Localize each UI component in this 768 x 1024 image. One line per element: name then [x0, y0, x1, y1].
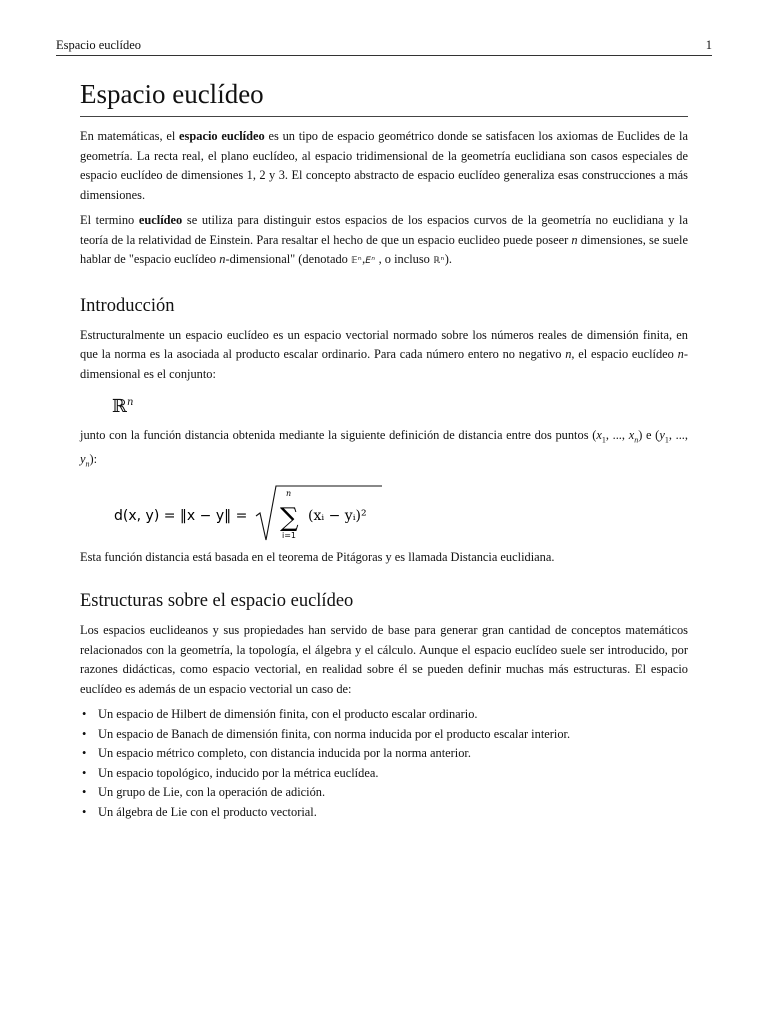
math-symbol-rn: ℝⁿ — [432, 256, 445, 266]
list-item: • Un grupo de Lie, con la operación de adición. — [80, 783, 688, 803]
running-header — [56, 38, 712, 56]
sum-upper-limit: n — [286, 488, 292, 498]
formula-lhs: d(x, y) = ‖x − y‖ = — [114, 507, 248, 524]
list-item: • Un espacio topológico, inducido por la métrica euclídea. — [80, 764, 688, 784]
sum-lower-limit: i=1 — [282, 530, 297, 540]
list-item: • Un espacio métrico completo, con distancia inducida por la norma anterior. — [80, 744, 688, 764]
list-item: • Un espacio de Banach de dimensión finita, con norma inducida por el producto escalar interior. — [80, 725, 688, 745]
distance-formula — [110, 480, 688, 544]
list-item: • Un espacio de Hilbert de dimensión finita, con el producto escalar ordinario. — [80, 705, 688, 725]
formula-summand: (xᵢ − yᵢ)² — [308, 507, 367, 524]
introduccion-paragraph-1: Estructuralmente un espacio euclídeo es un espacio vectorial normado sobre los números reales de dimensión finita, en que la norma es la asociada al producto escalar ordinario. Para cada número entero no negativo n, el espacio euclídeo n-dimensional es el conjunto: — [80, 327, 688, 381]
page-title: Espacio euclídeo — [80, 76, 688, 117]
math-symbol-en-blackboard: 𝔼ⁿ — [350, 256, 363, 266]
page-number: 1 — [705, 38, 712, 52]
article-body — [80, 76, 688, 822]
distance-formula-svg — [110, 480, 410, 544]
intro-paragraph-1: En matemáticas, el espacio euclídeo es un tipo de espacio geométrico donde se satisfacen los axiomas de Euclides de la geometría. La recta real, el plano euclídeo, al espacio tridimensional de la geometría euclidiana son casos especiales de espacio euclídeo de dimensiones 1, 2 y 3. El concepto abstracto de espacio euclídeo generaliza esas construcciones a más dimensiones. — [80, 129, 688, 202]
sum-sign: ∑ — [280, 502, 299, 533]
list-item: • Un álgebra de Lie con el producto vectorial. — [80, 803, 688, 823]
math-symbol-en: Eⁿ — [365, 256, 376, 266]
structures-list — [80, 705, 688, 822]
heading-introduccion: Introducción — [80, 295, 175, 316]
term-espacio-euclideo: espacio euclídeo — [179, 129, 265, 143]
running-title: Espacio euclídeo — [56, 38, 142, 52]
introduccion-paragraph-3: Esta función distancia está basada en el teorema de Pitágoras y es llamada Distancia euclidiana. — [80, 549, 555, 564]
heading-estructuras: Estructuras sobre el espacio euclídeo — [80, 591, 354, 612]
estructuras-paragraph-1: Los espacios euclideanos y sus propiedades han servido de base para generar gran cantidad de conceptos matemáticos relacionados con la geometría, la topología, el álgebra y el cálculo. Aunque el espacio euclídeo suele ser introducido, por razones didácticas, como espacio vectorial, en realidad sobre él se pueden definir muchas más estructuras. El espacio euclídeo es además de un espacio vectorial un caso de: — [80, 623, 688, 696]
introduccion-paragraph-2: junto con la función distancia obtenida mediante la siguiente definición de distancia entre dos puntos ($x_1$, ..., $x_n$) e ($y_1$, ..., $y_n$): — [80, 428, 688, 469]
term-euclideo: euclídeo — [138, 213, 183, 227]
intro-paragraph-2: El termino euclídeo se utiliza para distinguir estos espacios de los espacios curvos de la geometría no euclidiana y la teoría de la relatividad de Einstein. Para resaltar el hecho de que un espacio euclideo puede poseer n dimensiones, se suele hablar de "espacio euclídeo n-dimensional" (denotado 𝔼ⁿ,Eⁿ , o incluso ℝⁿ). — [80, 213, 688, 266]
display-math-rn: ℝ$^n$ — [112, 396, 134, 417]
